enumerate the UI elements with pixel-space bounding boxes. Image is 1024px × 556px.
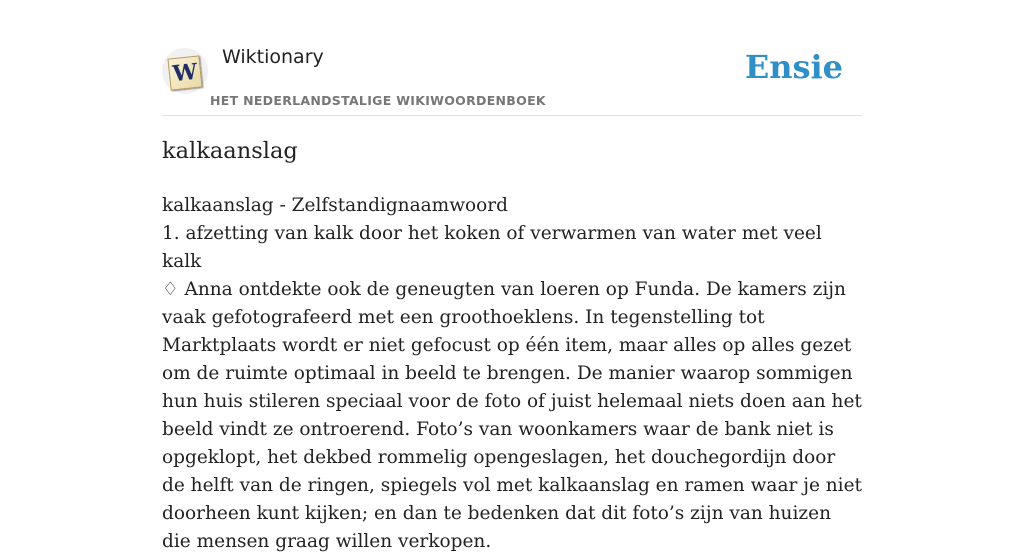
site-header <box>162 44 862 116</box>
ensie-brand-logo[interactable]: Ensie <box>744 48 843 86</box>
example-sentence: ♢ Anna ontdekte ook de geneugten van loeren op Funda. De kamers zijn vaak gefotografeerd met een groothoeklens. In tegenstelling tot Marktplaats wordt er niet gefocust op één item, maar alles op alles gezet om de ruimte optimaal in beeld te brengen. De manier waarop sommigen hun huis stileren speciaal voor de foto of juist helemaal niets doen aan het beeld vindt ze ontroerend. Foto’s van woonkamers waar de bank niet is opgeklopt, het dekbed rommelig opengeslagen, het douchegordijn door de helft van de ringen, spiegels vol met kalkaanslag en ramen waar je niet doorheen kunt kijken; en dan te bedenken dat dit foto’s zijn van huizen die mensen graag willen verkopen. <box>162 279 862 552</box>
site-tagline: HET NEDERLANDSTALIGE WIKIWOORDENBOEK <box>210 93 546 108</box>
site-name[interactable]: Wiktionary <box>222 46 324 68</box>
logo-tile: W <box>167 55 202 90</box>
word-title: kalkaanslag <box>162 138 298 164</box>
entry-body <box>162 192 862 556</box>
definition: 1. afzetting van kalk door het koken of verwarmen van water met veel kalk <box>162 223 822 272</box>
part-of-speech-line: kalkaanslag - Zelfstandignaamwoord <box>162 195 508 216</box>
wiktionary-logo-icon[interactable] <box>162 48 208 94</box>
